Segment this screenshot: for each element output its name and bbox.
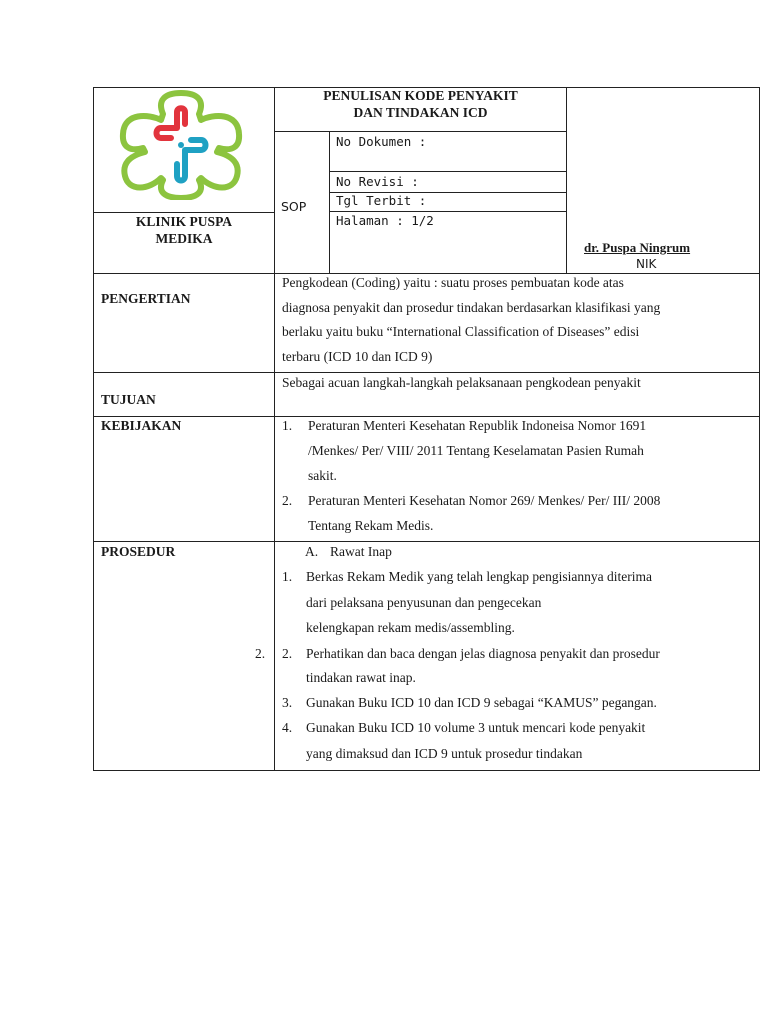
list-number: 3. — [282, 695, 293, 710]
kebijakan-label: KEBIJAKAN — [101, 418, 182, 433]
prosedur-item-line: Berkas Rekam Medik yang telah lengkap pengisiannya diterima — [306, 569, 653, 584]
kebijakan-item-line: /Menkes/ Per/ VIII/ 2011 Tentang Keselamatan Pasien Rumah — [308, 443, 644, 458]
logo-bottom-line — [93, 212, 275, 213]
list-number: 2. — [282, 646, 293, 661]
subheading-text: Rawat Inap — [330, 544, 392, 559]
doc-number-bottom-line — [329, 171, 567, 172]
list-number: 1. — [282, 569, 293, 584]
sop-label: SOP — [281, 199, 307, 214]
issue-date-label: Tgl Terbit : — [336, 193, 427, 208]
revision-label: No Revisi : — [336, 174, 419, 189]
clinic-name-line1: KLINIK PUSPA — [135, 214, 233, 229]
column-divider — [274, 87, 275, 771]
header-bottom-line — [93, 273, 760, 274]
prosedur-item-line: kelengkapan rekam medis/assembling. — [306, 620, 515, 635]
pengertian-bottom-line — [93, 372, 760, 373]
subheading-letter: A. — [305, 544, 319, 559]
list-number: 2. — [282, 493, 293, 508]
prosedur-item-line: yang dimaksud dan ICD 9 untuk prosedur tindakan — [306, 746, 583, 761]
pengertian-line: Pengkodean (Coding) yaitu : suatu proses pembuatan kode atas — [282, 275, 624, 290]
kebijakan-item-line: Peraturan Menteri Kesehatan Republik Indoneisa Nomor 1691 — [308, 418, 647, 433]
header-divider-sop — [329, 131, 330, 273]
kebijakan-bottom-line — [93, 541, 760, 542]
tujuan-text: Sebagai acuan langkah-langkah pelaksanaan pengkodean penyakit — [282, 375, 641, 390]
prosedur-item-line: Gunakan Buku ICD 10 dan ICD 9 sebagai “KAMUS” pegangan. — [306, 695, 657, 710]
pengertian-label: PENGERTIAN — [101, 291, 191, 306]
table-border-right — [759, 87, 760, 771]
kebijakan-item-line: sakit. — [308, 468, 337, 483]
doc-number-label: No Dokumen : — [336, 134, 427, 149]
signer-nik: NIK — [636, 257, 657, 271]
kebijakan-item-line: Tentang Rekam Medis. — [308, 518, 434, 533]
prosedur-item-line: dari pelaksana penyusunan dan pengecekan — [306, 595, 542, 610]
prosedur-side-number: 2. — [255, 646, 266, 661]
clinic-name-line2: MEDIKA — [155, 231, 213, 246]
list-number: 1. — [282, 418, 293, 433]
logo-dot — [178, 142, 184, 148]
title-bottom-line — [274, 131, 567, 132]
prosedur-item-line: Gunakan Buku ICD 10 volume 3 untuk mencari kode penyakit — [306, 720, 646, 735]
pengertian-line: berlaku yaitu buku “International Classification of Diseases” edisi — [282, 324, 640, 339]
table-border-bottom — [93, 770, 760, 771]
document-title-line2: DAN TINDAKAN ICD — [353, 105, 488, 120]
kebijakan-item-line: Peraturan Menteri Kesehatan Nomor 269/ Menkes/ Per/ III/ 2008 — [308, 493, 661, 508]
prosedur-item-line: tindakan rawat inap. — [306, 670, 416, 685]
prosedur-label: PROSEDUR — [101, 544, 176, 559]
issue-date-bottom-line — [329, 211, 567, 212]
signer-name: dr. Puspa Ningrum — [584, 240, 691, 255]
pengertian-line: terbaru (ICD 10 dan ICD 9) — [282, 349, 433, 364]
list-number: 4. — [282, 720, 293, 735]
tujuan-bottom-line — [93, 416, 760, 417]
table-border-left — [93, 87, 94, 771]
page-label: Halaman : 1/2 — [336, 213, 434, 228]
prosedur-item-line: Perhatikan dan baca dengan jelas diagnosa penyakit dan prosedur — [306, 646, 660, 661]
pengertian-line: diagnosa penyakit dan prosedur tindakan berdasarkan klasifikasi yang — [282, 300, 661, 315]
tujuan-label: TUJUAN — [101, 392, 156, 407]
document-title-line1: PENULISAN KODE PENYAKIT — [323, 88, 518, 103]
header-divider-right — [566, 87, 567, 273]
clinic-logo — [115, 90, 247, 200]
